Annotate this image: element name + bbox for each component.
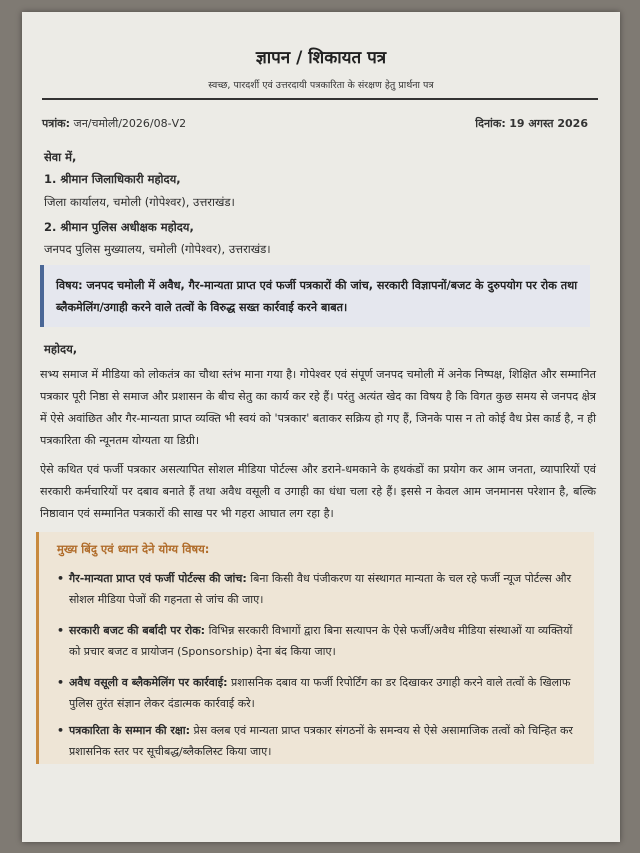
subject-label: विषय: [56, 279, 83, 292]
key-point-2-title: सरकारी बजट की बर्बादी पर रोक: [69, 624, 206, 637]
reference-value: जन/चमोली/2026/08-V2 [73, 117, 187, 130]
key-point-3-text: प्रशासनिक दबाव या फर्जी रिपोर्टिंग का डर दिखाकर उगाही करने वाले तत्वों के खिलाफ पुलिस तुरंत संज्ञान लेकर दंडात्मक कार्रवाई करे। [69, 676, 571, 710]
key-point-2-text: विभिन्न सरकारी विभागों द्वारा बिना सत्यापन के ऐसे फर्जी/अवैध मीडिया संस्थाओं या व्यक्तियों को प्रचार बजट व प्रायोजन (Sponsorship) देना बंद किया जाए। [69, 624, 573, 658]
key-point-1-text: बिना किसी वैध पंजीकरण या संस्थागत मान्यता के चल रहे फर्जी न्यूज पोर्टल्स और सोशल मीडिया पेजों की गहनता से जांच की जाए। [69, 572, 572, 606]
document-title: ज्ञापन / शिकायत पत्र [255, 48, 387, 68]
key-point-3-title: अवैध वसूली व ब्लैकमेलिंग पर कार्रवाई: [69, 676, 228, 689]
key-point-1-title: गैर-मान्यता प्राप्त एवं फर्जी पोर्टल्स की जांच: [69, 572, 247, 585]
body-paragraph-2: ऐसे कथित एवं फर्जी पत्रकार असत्यापित सोशल मीडिया पोर्टल्स और डराने-धमकाने के हथकंडों का प्रयोग कर आम जनता, व्यापारियों एवं सरकारी कर्मचारियों पर दबाव बनाते हैं तथा अवैध वसूली व उगाही का धंधा चला रहे हैं। इससे न केवल आम जनमानस परेशान है, बल्कि निष्ठावान एवं सम्मानित पत्रकारों की साख पर भी गहरा आघात लग रहा है। [40, 463, 596, 520]
header-divider [42, 98, 598, 100]
recipient-2-office: जनपद पुलिस मुख्यालय, चमोली (गोपेश्वर), उत्तराखंड। [44, 242, 271, 256]
recipient-1-name: 1. श्रीमान जिलाधिकारी महोदय, [44, 172, 181, 186]
recipient-2-name: 2. श्रीमान पुलिस अधीक्षक महोदय, [44, 220, 194, 234]
key-point-3 [69, 672, 584, 714]
subject-text: जनपद चमोली में अवैध, गैर-मान्यता प्राप्त एवं फर्जी पत्रकारों की जांच, सरकारी विज्ञापनों/बजट के दुरुपयोग पर रोक तथा ब्लैकमेलिंग/उगाही करने वाले तत्वों के विरुद्ध सख्त कार्रवाई करने बाबत। [56, 279, 578, 314]
reference-number [42, 116, 186, 131]
letter-page [22, 12, 620, 842]
document-subtitle: स्वच्छ, पारदर्शी एवं उत्तरदायी पत्रकारिता के संरक्षण हेतु प्रार्थना पत्र [208, 80, 434, 91]
key-point-2 [69, 620, 584, 662]
subject-box [40, 265, 590, 327]
greeting: महोदय, [44, 342, 78, 356]
recipient-1-office: जिला कार्यालय, चमोली (गोपेश्वर), उत्तराखंड। [44, 195, 235, 209]
key-point-4-title: पत्रकारिता के सम्मान की रक्षा: [69, 724, 191, 737]
date-label: दिनांक: [475, 117, 506, 130]
letter-date [475, 116, 588, 131]
key-points-box [36, 532, 594, 764]
date-value: 19 अगस्त 2026 [509, 117, 588, 130]
key-points-heading: मुख्य बिंदु एवं ध्यान देने योग्य विषय: [57, 542, 210, 556]
key-point-4 [69, 720, 584, 762]
key-point-1 [69, 568, 584, 610]
key-point-4-text: प्रेस क्लब एवं मान्यता प्राप्त पत्रकार संगठनों के समन्वय से ऐसे असामाजिक तत्वों को चिन्हित कर प्रशासनिक स्तर पर सूचीबद्ध/ब्लैकलिस्ट किया जाए। [69, 724, 573, 758]
salutation: सेवा में, [44, 150, 77, 164]
reference-label: पत्रांक: [42, 117, 71, 130]
body-paragraph-1: सभ्य समाज में मीडिया को लोकतंत्र का चौथा स्तंभ माना गया है। गोपेश्वर एवं संपूर्ण जनपद चमोली में अनेक निष्पक्ष, शिक्षित और सम्मानित पत्रकार पूरी निष्ठा से समाज और प्रशासन के बीच सेतु का कार्य कर रहे हैं। परंतु अत्यंत खेद का विषय है कि विगत कुछ समय से जनपद क्षेत्र में ऐसे अवांछित और गैर-मान्यता प्राप्त व्यक्ति भी स्वयं को 'पत्रकार' बताकर सक्रिय हो गए हैं, जिनके पास न तो कोई वैध प्रेस कार्ड है, न ही पत्रकारिता की न्यूनतम योग्यता या डिग्री। [40, 368, 596, 447]
